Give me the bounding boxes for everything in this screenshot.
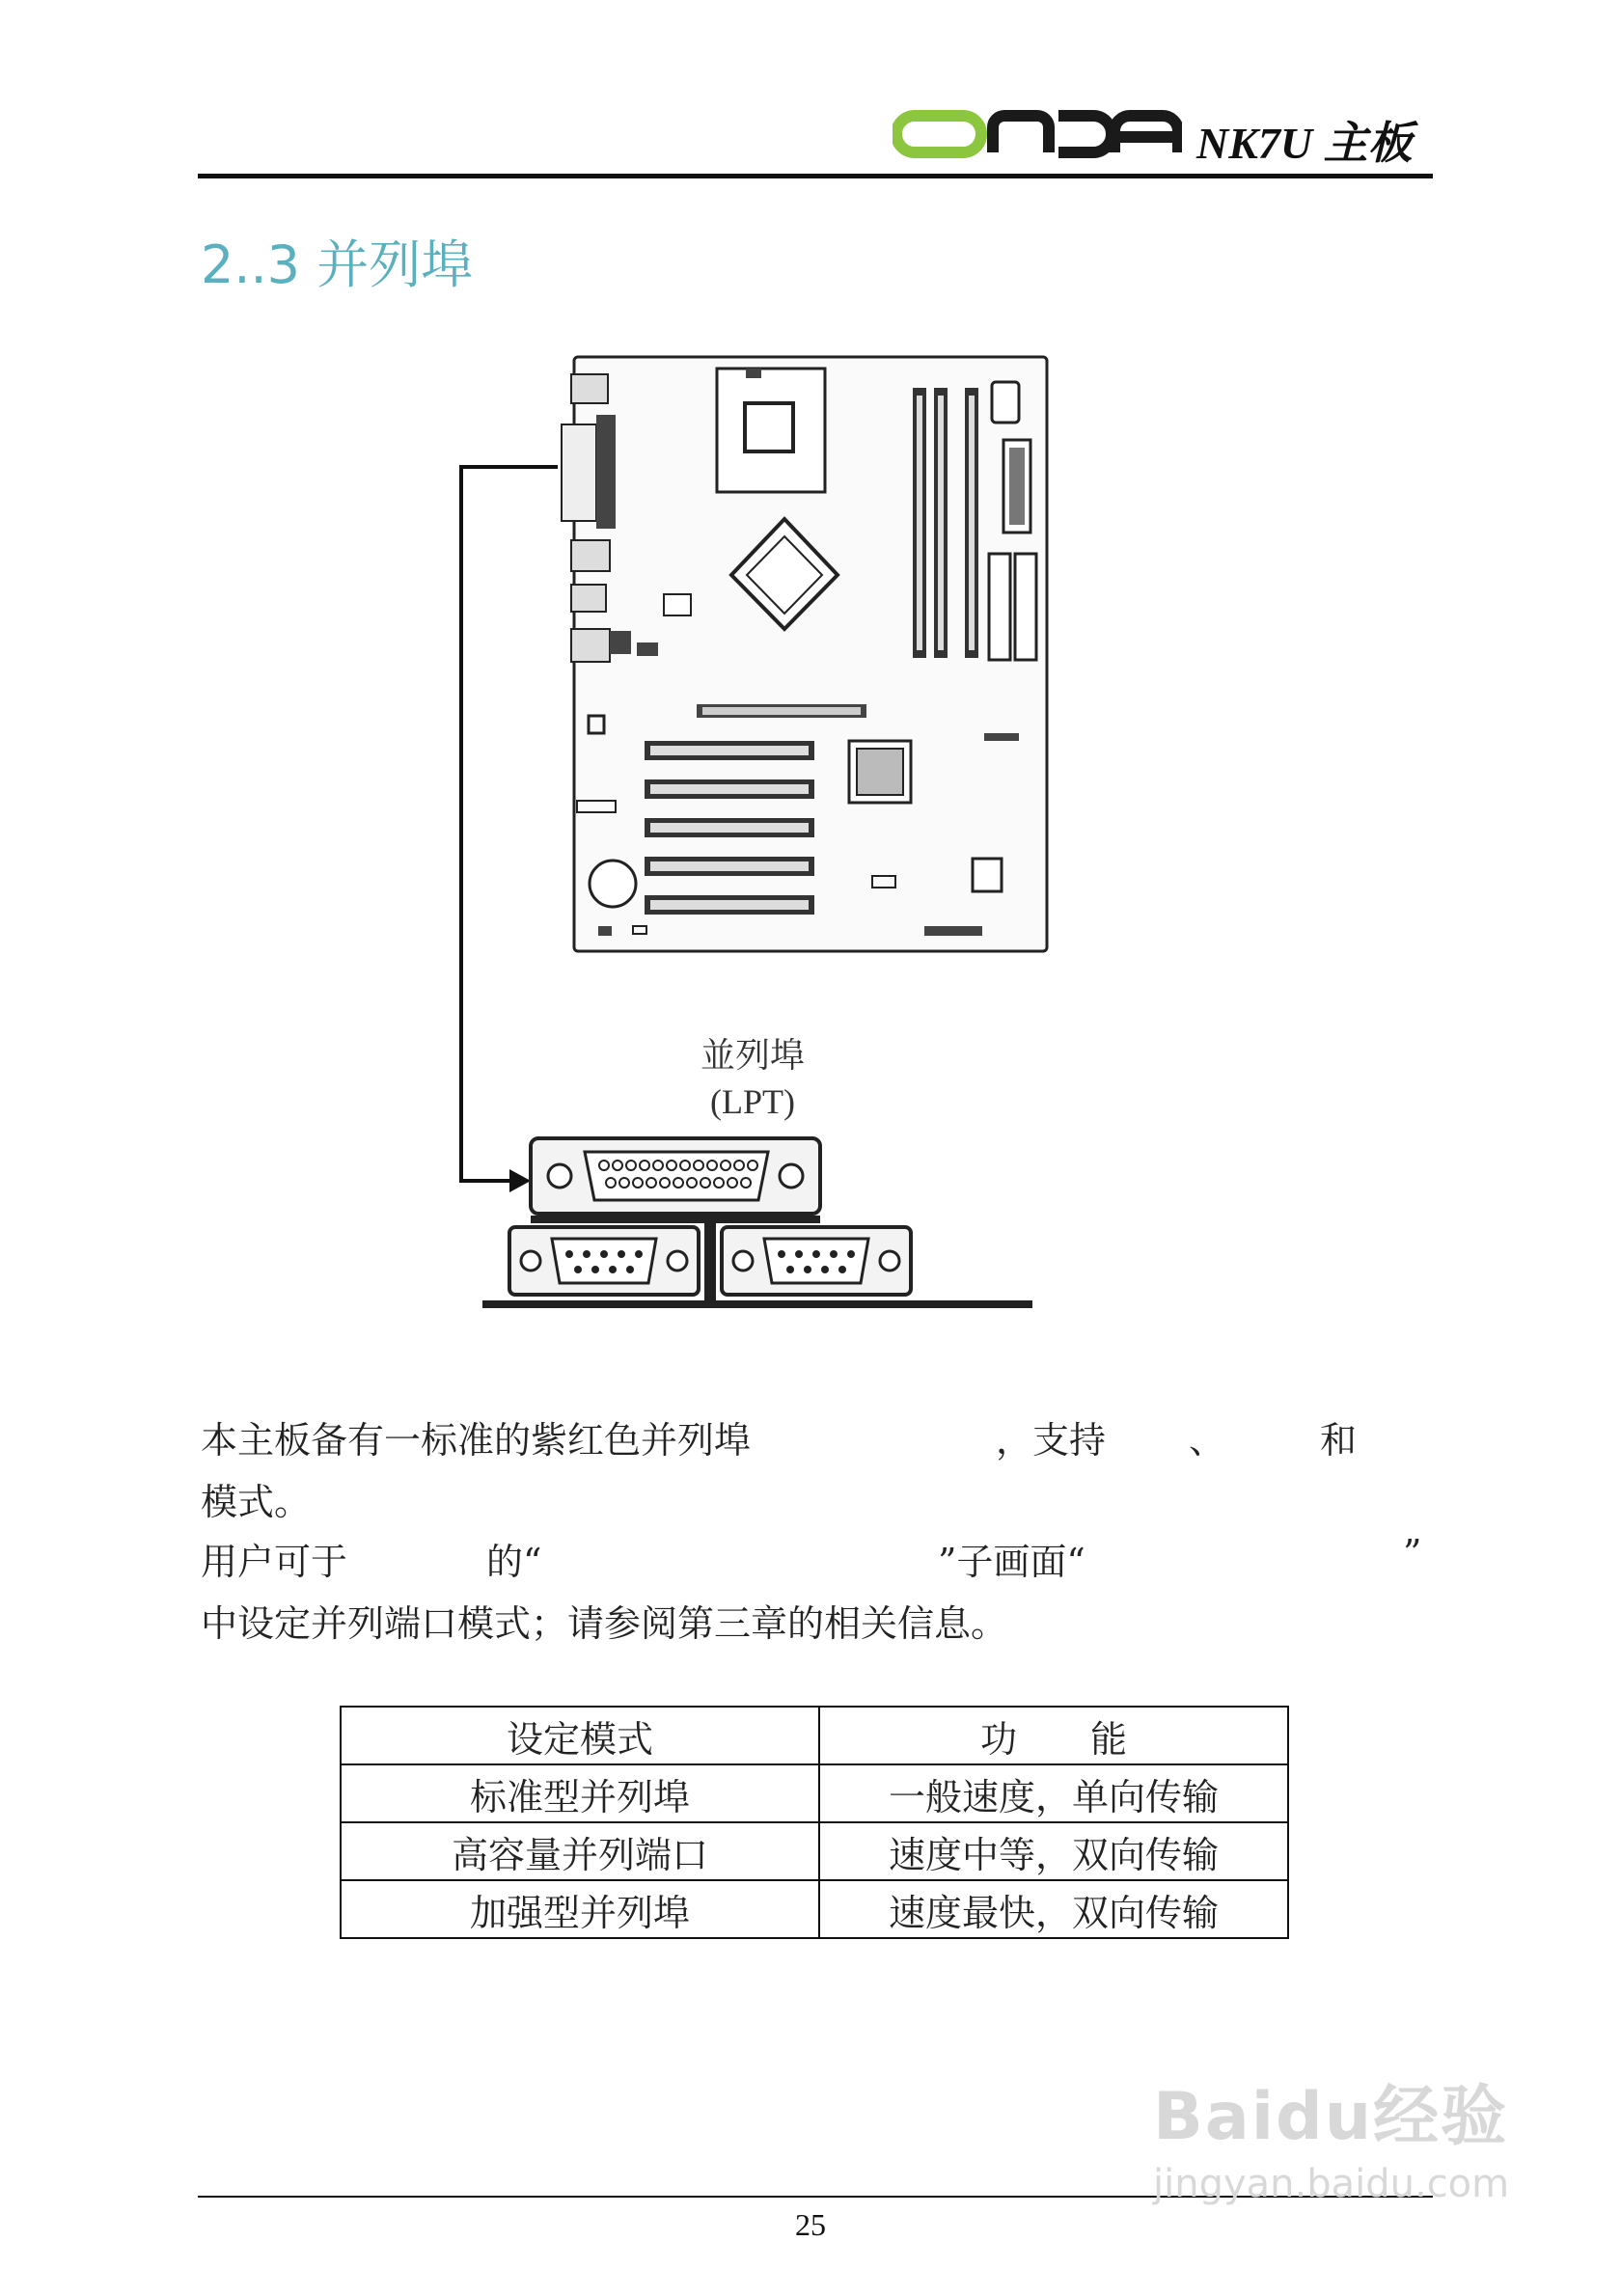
table-row xyxy=(341,1822,1288,1880)
table-header-cell: 功 能 xyxy=(819,1707,1288,1764)
table-header-row xyxy=(341,1707,1288,1764)
watermark-url: jingyan.baidu.com xyxy=(1153,2162,1510,2206)
table-header-cell: 设定模式 xyxy=(341,1707,819,1764)
table-cell-mode: 加强型并列埠 xyxy=(341,1880,819,1938)
lpt-port-label-line1: 並列埠 xyxy=(700,1036,805,1075)
table-cell-function: 速度最快，双向传输 xyxy=(819,1880,1288,1938)
table-cell-mode: 标准型并列埠 xyxy=(341,1764,819,1822)
table-row xyxy=(341,1880,1288,1938)
parallel-mode-table xyxy=(340,1706,1289,1939)
header-brand: NK7U 主板 xyxy=(1196,119,1413,168)
onda-logo xyxy=(893,108,1182,160)
table-row xyxy=(341,1764,1288,1822)
baidu-watermark xyxy=(1153,2064,1509,2206)
body-line1-b: ，支持 xyxy=(996,1419,1107,1462)
body-line3-c: ”子画面“ xyxy=(938,1541,1085,1583)
page-number: 25 xyxy=(795,2207,826,2242)
body-line4: 中设定并列端口模式；请参阅第三章的相关信息。 xyxy=(201,1602,1008,1645)
body-line3-d: ” xyxy=(1403,1532,1422,1574)
motherboard-diagram xyxy=(444,347,1061,1331)
header-rule xyxy=(198,174,1433,178)
table-cell-mode: 高容量并列端口 xyxy=(341,1822,819,1880)
body-line1-c: 、 xyxy=(1189,1419,1226,1462)
table-cell-function: 一般速度，单向传输 xyxy=(819,1764,1288,1822)
body-line1-a: 本主板备有一标准的紫红色并列埠 xyxy=(201,1419,752,1462)
motherboard-diagram-svg xyxy=(444,347,1061,1331)
lpt-port-label xyxy=(637,1032,868,1125)
onda-logo-svg xyxy=(893,108,1182,160)
section-title: 2..3 并列埠 xyxy=(201,234,474,295)
watermark-brand: Baidu经验 xyxy=(1153,2079,1509,2155)
body-line3-b: 的“ xyxy=(486,1541,542,1583)
body-line2: 模式。 xyxy=(201,1481,312,1523)
table-cell-function: 速度中等，双向传输 xyxy=(819,1822,1288,1880)
lpt-port-label-line2: (LPT) xyxy=(710,1082,795,1121)
body-line3-a: 用户可于 xyxy=(201,1541,348,1583)
body-line1-d: 和 xyxy=(1320,1419,1358,1462)
